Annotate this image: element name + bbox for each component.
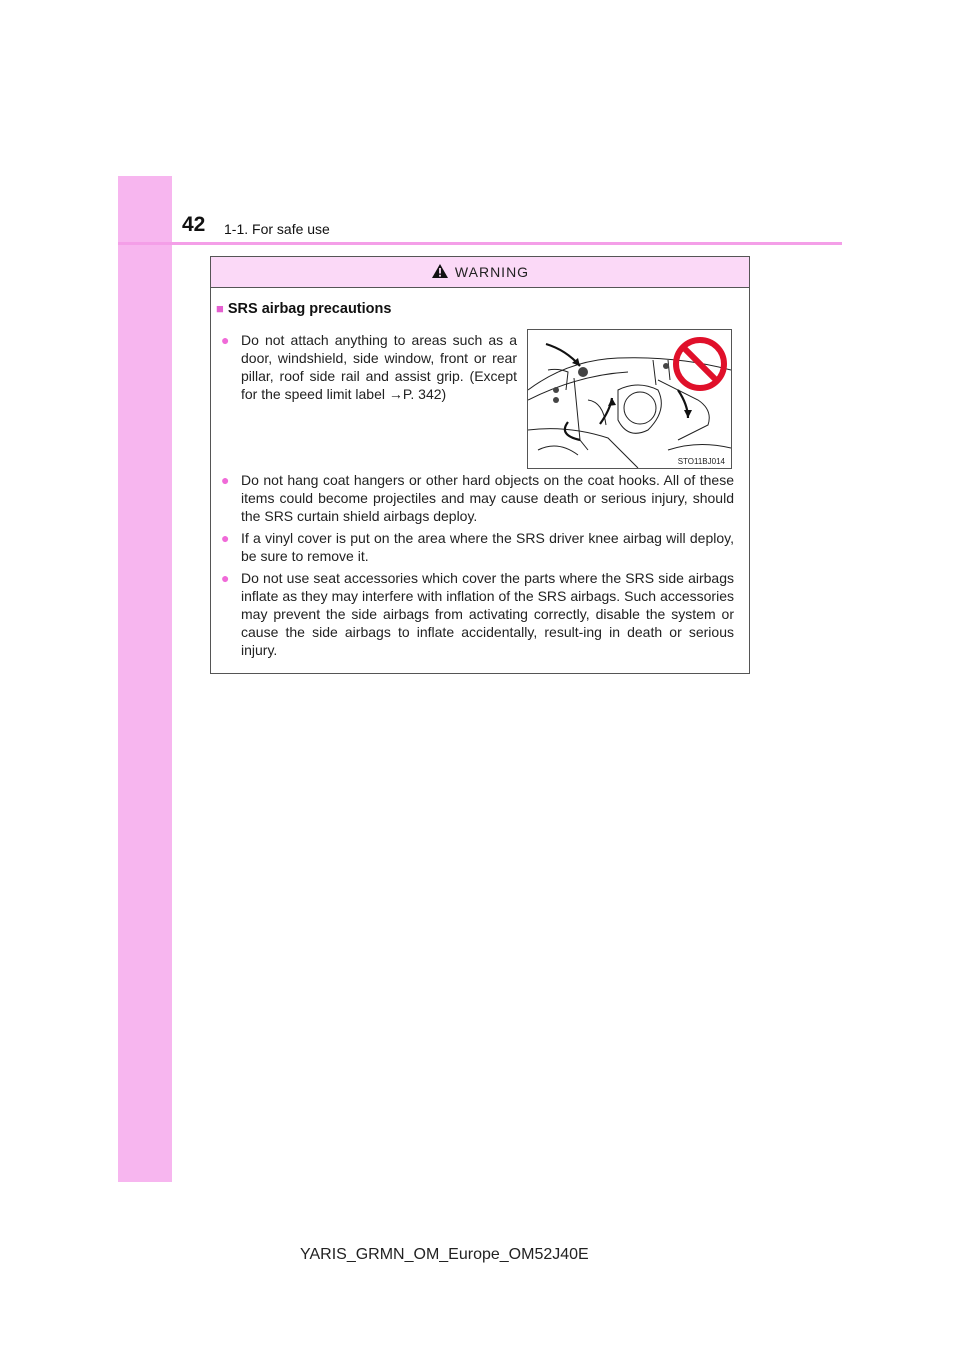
bullet-text: If a vinyl cover is put on the area where the SRS driver knee airbag will deploy, be sure to remove it. bbox=[241, 530, 734, 564]
warning-title: WARNING bbox=[454, 264, 530, 280]
bullet-item bbox=[221, 471, 734, 525]
bullet-dot-icon: ● bbox=[221, 332, 230, 348]
bullet-item bbox=[221, 331, 517, 403]
subheading-text: SRS airbag precautions bbox=[227, 301, 392, 317]
bullet-text: Do not attach anything to areas such as a door, windshield, side window, front or rear pillar, roof side rail and assist grip. (Except for the speed limit label →P. 342) bbox=[241, 332, 517, 402]
warning-triangle-icon bbox=[431, 263, 449, 279]
car-interior-drawing bbox=[528, 330, 731, 468]
document-id-footer: YARIS_GRMN_OM_Europe_OM52J40E bbox=[300, 1246, 589, 1263]
side-tab-strip bbox=[118, 176, 172, 1182]
header-divider bbox=[118, 242, 842, 245]
interior-illustration bbox=[527, 329, 732, 469]
square-bullet-icon: ■ bbox=[216, 301, 224, 316]
warning-subheading bbox=[216, 301, 391, 317]
bullet-item bbox=[221, 569, 734, 659]
section-title: 1-1. For safe use bbox=[224, 221, 330, 237]
warning-box bbox=[210, 256, 750, 674]
warning-header bbox=[211, 257, 749, 288]
bullet-dot-icon: ● bbox=[221, 472, 230, 488]
bullet-dot-icon: ● bbox=[221, 570, 230, 586]
illustration-code: STO11BJ014 bbox=[677, 457, 725, 466]
bullet-text: Do not use seat accessories which cover the parts where the SRS side airbags inflate as they may interfere with inflation of the SRS airbags. Such accessories may prevent the side airbags from activating correctly, disable the system or cause the side airbags to inflate accidentally, result-ing in death or serious injury. bbox=[241, 570, 734, 658]
bullet-text: Do not hang coat hangers or other hard objects on the coat hooks. All of these items could become projectiles and may cause death or serious injury, should the SRS curtain shield airbags deploy. bbox=[241, 472, 734, 524]
bullet-dot-icon: ● bbox=[221, 530, 230, 546]
bullet-item bbox=[221, 529, 734, 565]
page-number: 42 bbox=[182, 213, 206, 236]
